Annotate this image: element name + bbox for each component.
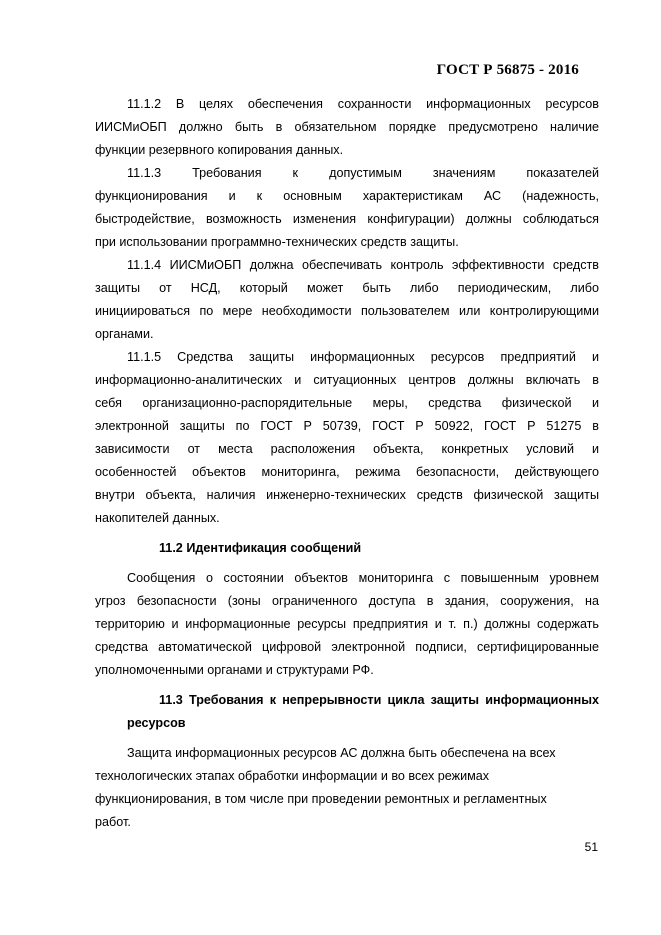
text-line: Защита информационных ресурсов АС должна быть обеспечена на всех: [127, 746, 556, 760]
paragraph-11-3: [95, 742, 599, 834]
document-header: [437, 62, 579, 79]
text-line: при использовании программно-технических средств защиты.: [95, 235, 459, 249]
text-line: функционирования, в том числе при проведении ремонтных и регламентных: [95, 792, 547, 806]
section-heading: ресурсов: [127, 716, 186, 730]
paragraph-11-1-2: [95, 93, 599, 162]
text-line: 11.1.3 Требования к допустимым значениям показателей: [127, 166, 599, 180]
text-line: работ.: [95, 815, 131, 829]
paragraph-11-1-4: [95, 254, 599, 346]
document-code: ГОСТ Р 56875 - 2016: [436, 62, 579, 78]
text-line: накопителей данных.: [95, 511, 220, 525]
text-line: 11.1.4 ИИСМиОБП должна обеспечивать контроль эффективности средств: [127, 258, 599, 272]
text-line: Сообщения о состоянии объектов мониторинга с повышенным уровнем: [127, 571, 599, 585]
text-line: территорию и информационные ресурсы предприятия и т. п.) должны содержать: [95, 617, 599, 631]
section-heading-11-2: [95, 537, 599, 560]
section-heading: 11.2 Идентификация сообщений: [159, 541, 362, 555]
paragraph-11-2: [95, 567, 599, 682]
section-heading: 11.3 Требования к непрерывности цикла защиты информационных: [159, 693, 599, 707]
text-line: 11.1.2 В целях обеспечения сохранности информационных ресурсов: [127, 97, 599, 111]
text-line: себя организационно-распорядительные меры, средства физической и: [95, 396, 599, 410]
text-line: зависимости от места расположения объекта, конкретных условий и: [95, 442, 599, 456]
text-line: инициироваться по мере необходимости пользователем или контролирующими: [95, 304, 599, 318]
text-line: электронной защиты по ГОСТ Р 50739, ГОСТ Р 50922, ГОСТ Р 51275 в: [95, 419, 599, 433]
text-line: угроз безопасности (зоны ограниченного доступа в здания, сооружения, на: [95, 594, 599, 608]
text-line: внутри объекта, наличия инженерно-технических средств физической защиты: [95, 488, 599, 502]
text-line: функции резервного копирования данных.: [95, 143, 344, 157]
text-line: средства автоматической цифровой электронной подписи, сертифицированные: [95, 640, 599, 654]
text-line: органами.: [95, 327, 154, 341]
paragraph-11-1-5: [95, 346, 599, 530]
text-line: технологических этапах обработки информации и во всех режимах: [95, 769, 490, 783]
text-line: информационно-аналитических и ситуационных центров должны включать в: [95, 373, 599, 387]
text-line: быстродействие, возможность изменения конфигурации) должны соблюдаться: [95, 212, 599, 226]
text-line: ИИСМиОБП должно быть в обязательном порядке предусмотрено наличие: [95, 120, 599, 134]
text-line: защиты от НСД, который может быть либо периодическим, либо: [95, 281, 599, 295]
text-line: особенностей объектов мониторинга, режима безопасности, действующего: [95, 465, 599, 479]
section-heading-11-3: [95, 689, 599, 735]
page-number: 51: [584, 840, 598, 854]
page-body: [95, 93, 599, 834]
paragraph-11-1-3: [95, 162, 599, 254]
text-line: 11.1.5 Средства защиты информационных ресурсов предприятий и: [127, 350, 599, 364]
text-line: функционирования и к основным характеристикам АС (надежность,: [95, 189, 599, 203]
text-line: уполномоченными органами и структурами РФ.: [95, 663, 374, 677]
